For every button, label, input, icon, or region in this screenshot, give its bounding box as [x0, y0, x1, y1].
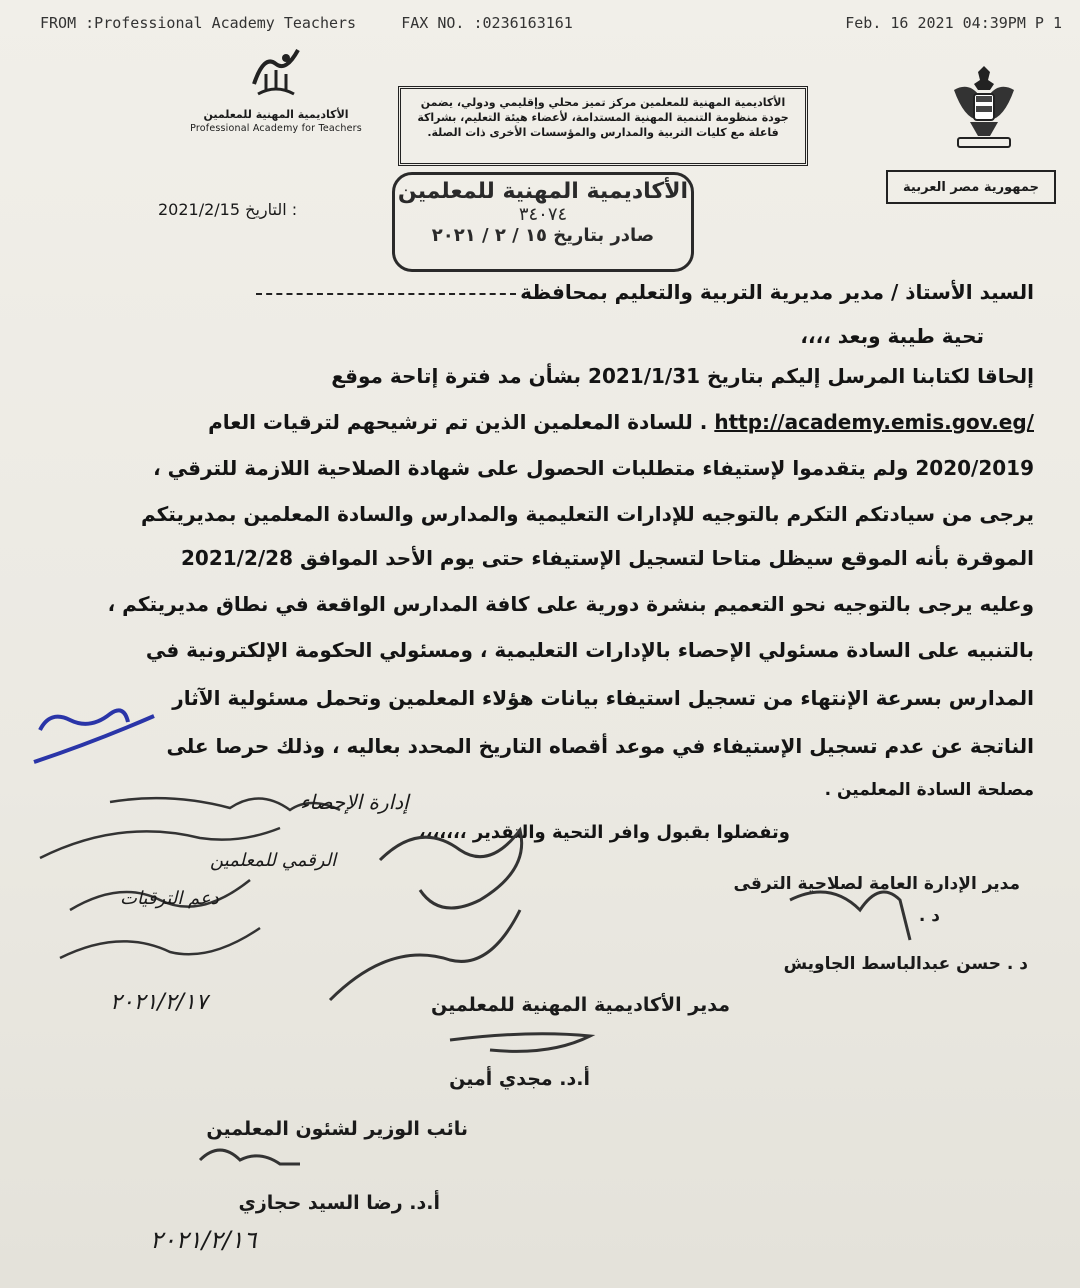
signatory-2-title: مدير الأكاديمية المهنية للمعلمين — [431, 994, 730, 1016]
paragraph-line-4: يرجى من سيادتكم التكرم بالتوجيه للإدارات التعليمية والمدارس والسادة المعلمين بمديريتكم — [140, 502, 1034, 526]
academy-logo — [176, 44, 376, 144]
paragraph-line-1: إلحاقا لكتابنا المرسل إليكم بتاريخ 2021/1/31 بشأن مد فترة إتاحة موقع — [331, 364, 1034, 388]
signatory-2-name: أ.د. مجدي أمين — [449, 1068, 590, 1090]
handwritten-note-3: دعم الترقيات — [120, 888, 219, 909]
signatory-3-title: نائب الوزير لشئون المعلمين — [206, 1118, 468, 1140]
fax-from: FROM :Professional Academy Teachers FAX NO. :0236163161 — [40, 14, 573, 32]
paragraph-line-2: http://academy.emis.gov.eg/ . للسادة المعلمين الذين تم ترشيحهم لترقيات العام — [208, 410, 1034, 434]
paragraph-line-5: الموقرة بأنه الموقع سيظل متاحا لتسجيل الإستيفاء حتى يوم الأحد الموافق 2021/2/28 — [180, 546, 1034, 570]
logo-arabic-name: الأكاديمية المهنية للمعلمين — [203, 108, 349, 121]
blue-initials-scribble — [34, 710, 154, 762]
handwritten-note-1: إدارة الإحصاء — [300, 790, 409, 814]
signatory-3-name: أ.د. رضا السيد حجازي — [238, 1192, 440, 1214]
paragraph-line-8: المدارس بسرعة الإنتهاء من تسجيل استيفاء بيانات هؤلاء المعلمين وتحمل مسئولية الآثار — [172, 686, 1034, 710]
paragraph-line-9: الناتجة عن عدم تسجيل الإستيفاء في موعد أقصاه التاريخ المحدد بعاليه ، وذلك حرصا على — [166, 734, 1034, 758]
paragraph-line-10: مصلحة السادة المعلمين . — [824, 780, 1034, 800]
stamp-number: ٣٤٠٧٤ — [518, 204, 568, 225]
deadline-date: 2021/2/28 — [180, 546, 294, 570]
closing-line: وتفضلوا بقبول وافر التحية والتقدير ،،،،،،، — [418, 822, 790, 843]
signatory-1-title: مدير الإدارة العامة لصلاحية الترقى — [733, 874, 1020, 894]
handwritten-annotations — [0, 690, 1080, 1270]
stamp-date: صادر بتاريخ ١٥ / ٢ / ٢٠٢١ — [431, 225, 655, 246]
signatory-1-d: د . — [918, 906, 940, 926]
academy-url-link[interactable]: http://academy.emis.gov.eg/ — [714, 410, 1034, 434]
registration-stamp — [392, 172, 694, 272]
fax-header — [40, 14, 1062, 38]
signatory-1-name: د . حسن عبدالباسط الجاويش — [783, 954, 1028, 974]
paragraph-line-7: بالتنبيه على السادة مسئولي الإحصاء بالإدارات التعليمية ، ومسئولي الحكومة الإلكترونية في — [145, 638, 1034, 662]
addressee-line: السيد الأستاذ / مدير مديرية التربية والتعليم بمحافظة — [154, 280, 1034, 304]
country-name: جمهورية مصر العربية — [886, 170, 1056, 204]
paragraph-line-3: 2020/2019 ولم يتقدموا لإستيفاء متطلبات الحصول على شهادة الصلاحية اللازمة للترقي ، — [153, 456, 1034, 480]
date-value: 2021/2/15 — [158, 200, 241, 219]
paragraph-line-6: وعليه يرجى بالتوجيه نحو التعميم بنشرة دورية على كافة المدارس الواقعة في نطاق مديريتكم ، — [107, 592, 1034, 616]
academy-mission-box: الأكاديمية المهنية للمعلمين مركز تميز محلي وإقليمي ودولي، يضمن جودة منظومة التنمية المهنية المستدامة، لأعضاء هيئة التعليم، بشراكة فاعلة مع كليات التربية والمدارس والمؤسسات الأخرى ذات الصلة. — [398, 86, 808, 166]
promotion-year: 2020/2019 — [915, 456, 1034, 480]
handwritten-note-2: الرقمي للمعلمين — [210, 850, 337, 871]
handwritten-date-2: ٢٠٢١/٢/١٧ — [110, 990, 208, 1015]
academy-logo-icon — [246, 44, 306, 102]
date-label: التاريخ : — [245, 200, 298, 219]
fax-timestamp: Feb. 16 2021 04:39PM P 1 — [845, 14, 1062, 32]
logo-english-name: Professional Academy for Teachers — [190, 123, 362, 134]
handwritten-date-1: ٢٠٢١/٢/١٦ — [150, 1226, 257, 1254]
eagle-emblem-icon — [944, 60, 1024, 152]
reference-date: 2021/1/31 — [588, 364, 701, 388]
greeting: تحية طيبة وبعد ،،،، — [800, 324, 984, 348]
fax-number: FAX NO. :0236163161 — [401, 14, 573, 32]
letter-date — [158, 200, 338, 219]
stamp-title: الأكاديمية المهنية للمعلمين — [397, 179, 689, 204]
